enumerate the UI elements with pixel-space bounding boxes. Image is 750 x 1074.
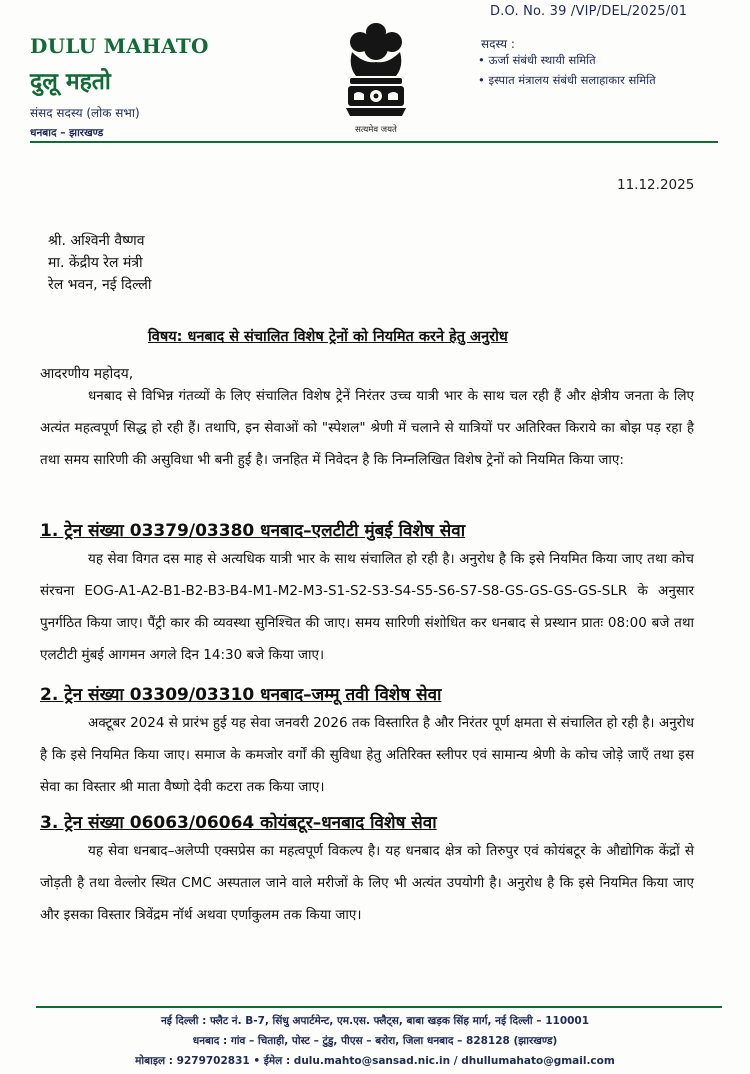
national-emblem-icon	[338, 20, 414, 120]
header-divider	[30, 141, 718, 143]
mp-name-english: DULU MAHATO	[30, 34, 209, 58]
letter-date: 11.12.2025	[617, 177, 695, 193]
footer-delhi-address: नई दिल्ली : फ्लैट नं. B-7, सिंधु अपार्टमेन्ट, एम.एस. फ्लैट्स, बाबा खड़क सिंह मार्ग, नई दिल्ली – 110001	[160, 1015, 590, 1027]
section-heading-2: 2. ट्रेन संख्या 03309/03310 धनबाद–जम्मू तवी विशेष सेवा	[40, 685, 442, 705]
recipient-line: रेल भवन, नई दिल्ली	[48, 277, 152, 293]
designation: संसद सदस्य (लोक सभा)	[30, 106, 140, 120]
section-body-2: अक्टूबर 2024 से प्रारंभ हुई यह सेवा जनवरी 2026 तक विस्तारित है और निरंतर पूर्ण क्षमता से संचालित हो रही है। अनुरोध है कि इसे नियमित किया जाए। समाज के कमजोर वर्गों की सुविधा हेतु अतिरिक्त स्लीपर एवं सामान्य श्रेणी के कोच जोड़े जाएँ तथा इस सेवा का विस्तार श्री माता वैष्णो देवी कटरा तक किया जाए।	[40, 715, 694, 795]
recipient-line: श्री. अश्विनी वैष्णव	[48, 233, 145, 249]
footer-dhanbad-address: धनबाद : गांव – चिताही, पोस्ट – टुंडु, पीएस – बरोरा, जिला धनबाद – 828128 (झारखण्ड)	[192, 1035, 558, 1047]
subject-line: विषय: धनबाद से संचालित विशेष ट्रेनों को नियमित करने हेतु अनुरोध	[148, 329, 508, 345]
committee-item: • ऊर्जा संबंधी स्थायी समिति	[478, 53, 596, 67]
section-body-3: यह सेवा धनबाद–अलेप्पी एक्सप्रेस का महत्वपूर्ण विकल्प है। यह धनबाद क्षेत्र को तिरुपुर एवं कोयंबटूर के औद्योगिक केंद्रों से जोड़ती है तथा वेल्लोर स्थित CMC अस्पताल जाने वाले मरीजों के लिए भी अत्यंत उपयोगी है। अनुरोध है कि इसे नियमित किया जाए और इसका विस्तार त्रिवेंद्रम नॉर्थ अथवा एर्णाकुलम तक किया जाए।	[40, 843, 694, 923]
emblem-motto: सत्यमेव जयते	[355, 125, 397, 135]
footer-divider	[36, 1006, 722, 1008]
committee-item: • इस्पात मंत्रालय संबंधी सलाहाकार समिति	[478, 73, 656, 87]
recipient-line: मा. केंद्रीय रेल मंत्री	[48, 255, 143, 271]
constituency: धनबाद – झारखण्ड	[30, 127, 104, 139]
footer-contact: मोबाइल : 9279702831 • ईमेल : dulu.mahto@sansad.nic.in / dhullumahato@gmail.com	[135, 1055, 615, 1067]
section-heading-3: 3. ट्रेन संख्या 06063/06064 कोयंबटूर–धनबाद विशेष सेवा	[40, 813, 437, 833]
section-body-1: यह सेवा विगत दस माह से अत्यधिक यात्री भार के साथ संचालित हो रही है। अनुरोध है कि इसे नियमित किया जाए तथा कोच संरचना EOG-A1-A2-B1-B2-B3-B4-M1-M2-M3-S1-S2-S3-S4-S5-S6-S7-S8-GS-GS-GS-GS-SLR के अनुसार पुनर्गठित किया जाए। पैंट्री कार की व्यवस्था सुनिश्चित की जाए। समय सारिणी संशोधित कर धनबाद से प्रस्थान प्रातः 08:00 बजे तथा एलटीटी मुंबई आगमन अगले दिन 14:30 बजे किया जाए।	[40, 551, 694, 663]
member-label: सदस्य :	[481, 37, 515, 51]
salutation: आदरणीय महोदय,	[40, 366, 134, 382]
mp-name-hindi: दुलू महतो	[30, 69, 111, 95]
do-number: D.O. No. 39 /VIP/DEL/2025/01	[490, 4, 688, 19]
intro-paragraph: धनबाद से विभिन्न गंतव्यों के लिए संचालित विशेष ट्रेनें निरंतर उच्च यात्री भार के साथ चल रही हैं और क्षेत्रीय जनता के लिए अत्यंत महत्वपूर्ण सिद्ध हो रही हैं। तथापि, इन सेवाओं को "स्पेशल" श्रेणी में चलाने से यात्रियों पर अतिरिक्त किराये का बोझ पड़ रहा है तथा समय सारिणी की असुविधा भी बनी हुई है। जनहित में निवेदन है कि निम्नलिखित विशेष ट्रेनों को नियमित किया जाए:	[40, 388, 694, 468]
section-heading-1: 1. ट्रेन संख्या 03379/03380 धनबाद–एलटीटी मुंबई विशेष सेवा	[40, 521, 466, 541]
